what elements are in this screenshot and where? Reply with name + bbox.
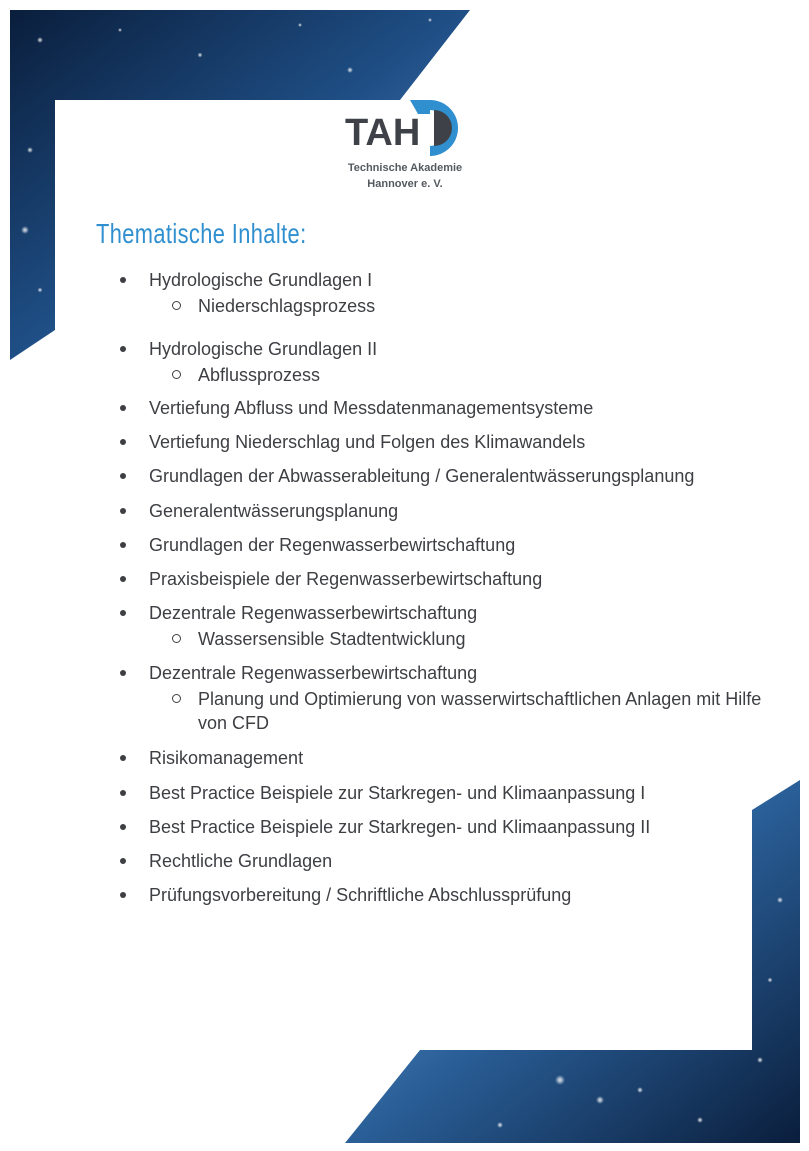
- logo-line-2: Hannover e. V.: [367, 178, 443, 190]
- list-item-text: Grundlagen der Regenwasserbewirtschaftung: [149, 535, 516, 555]
- bullet-icon: [120, 670, 126, 676]
- bullet-icon: [120, 277, 126, 283]
- bullet-icon: [120, 473, 126, 479]
- list-item-text: Best Practice Beispiele zur Starkregen- und Klimaanpassung I: [149, 783, 646, 803]
- list-item-text: Vertiefung Niederschlag und Folgen des Klimawandels: [149, 432, 586, 452]
- list-item-text: Prüfungsvorbereitung / Schriftliche Abschlussprüfung: [149, 885, 572, 905]
- logo-line-1: Technische Akademie: [347, 162, 463, 174]
- tah-logo: [330, 92, 480, 202]
- bullet-icon: [120, 405, 126, 411]
- list-item-text: Hydrologische Grundlagen II: [149, 339, 378, 359]
- bullet-icon: [120, 439, 126, 445]
- list-item-text: Hydrologische Grundlagen I: [149, 270, 373, 290]
- circle-bullet-icon: [172, 634, 181, 643]
- list-item-text: Dezentrale Regenwasserbewirtschaftung: [149, 603, 478, 623]
- bullet-icon: [120, 892, 126, 898]
- list-item-text: Grundlagen der Abwasserableitung / Generalentwässerungsplanung: [149, 466, 695, 486]
- bullet-icon: [120, 755, 126, 761]
- bullet-icon: [120, 346, 126, 352]
- list-item-text: Vertiefung Abfluss und Messdatenmanagementsysteme: [149, 398, 594, 418]
- sub-list-item-text: Planung und Optimierung von wasserwirtschaftlichen Anlagen mit Hilfe von CFD: [198, 689, 762, 733]
- page-heading: Thematische Inhalte:: [96, 218, 307, 249]
- circle-bullet-icon: [172, 694, 181, 703]
- bullet-icon: [120, 542, 126, 548]
- circle-bullet-icon: [172, 301, 181, 310]
- list-item-text: Generalentwässerungsplanung: [149, 501, 399, 521]
- bullet-icon: [120, 576, 126, 582]
- bullet-icon: [120, 858, 126, 864]
- list-item-text: Praxisbeispiele der Regenwasserbewirtschaftung: [149, 569, 543, 589]
- list-item-text: Rechtliche Grundlagen: [149, 851, 333, 871]
- logo-mark-text: TAH: [345, 112, 421, 154]
- list-item-text: Risikomanagement: [149, 748, 304, 768]
- sub-list-item-text: Abflussprozess: [198, 365, 321, 385]
- bullet-icon: [120, 610, 126, 616]
- circle-bullet-icon: [172, 370, 181, 379]
- list-item-text: Best Practice Beispiele zur Starkregen- und Klimaanpassung II: [149, 817, 651, 837]
- list-item-text: Dezentrale Regenwasserbewirtschaftung: [149, 663, 478, 683]
- bullet-icon: [120, 790, 126, 796]
- sub-list-item-text: Niederschlagsprozess: [198, 296, 376, 316]
- sub-list-item-text: Wassersensible Stadtentwicklung: [198, 629, 466, 649]
- bullet-icon: [120, 508, 126, 514]
- bullet-icon: [120, 824, 126, 830]
